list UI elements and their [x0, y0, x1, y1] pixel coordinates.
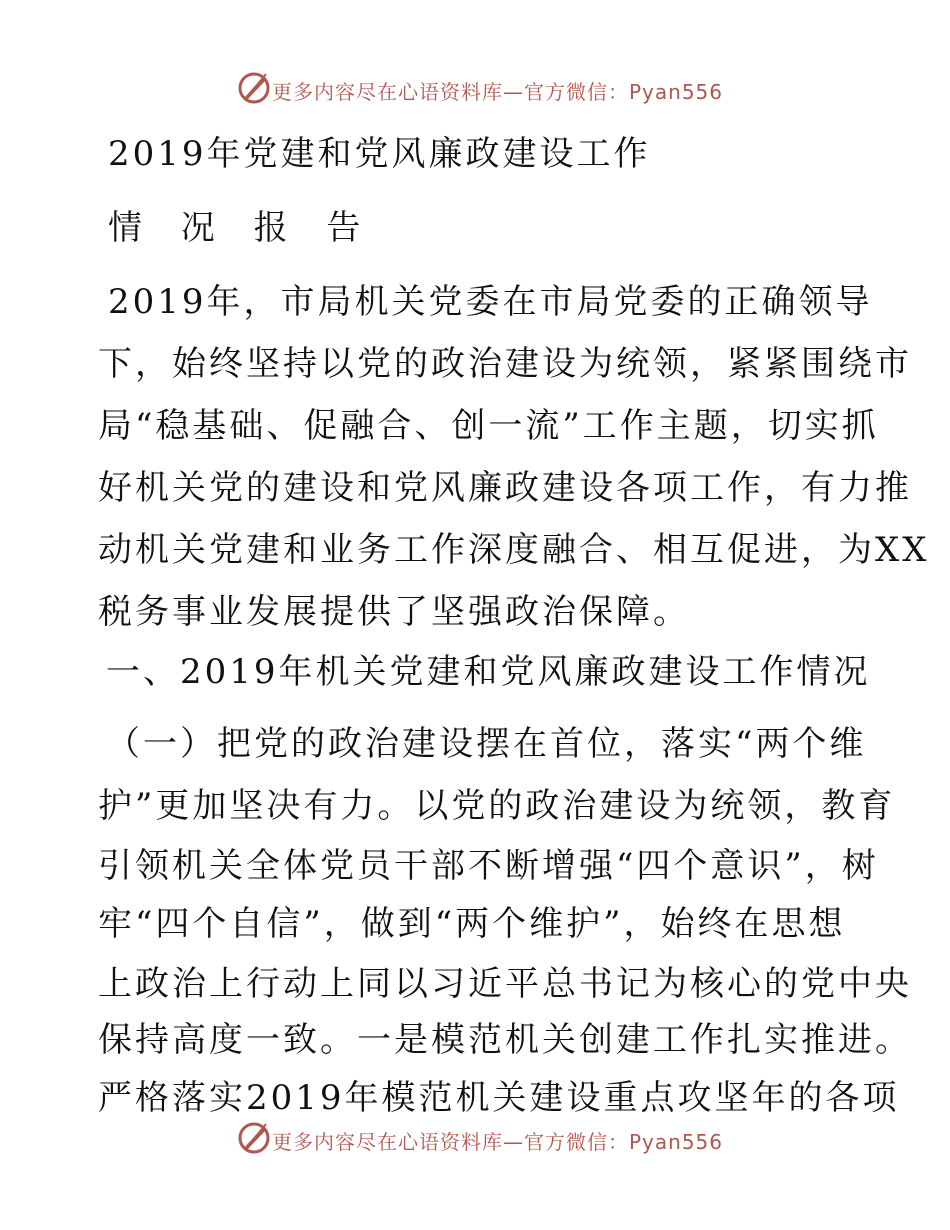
watermark-footer — [0, 1118, 950, 1164]
paragraph-line: 严格落实2019年模范机关建设重点攻坚年的各项 — [98, 1078, 900, 1118]
paragraph-line: （一）把党的政治建设摆在首位，落实“两个维 — [106, 724, 867, 764]
paragraph-line: 保持高度一致。一是模范机关创建工作扎实推进。 — [98, 1020, 912, 1060]
watermark-header — [0, 68, 950, 114]
paragraph-line: 局“稳基础、促融合、创一流”工作主题，切实抓 — [98, 406, 879, 446]
section-heading: 一、2019年机关党建和党风廉政建设工作情况 — [106, 652, 871, 692]
paragraph-line: 上政治上行动上同以习近平总书记为核心的党中央 — [98, 964, 912, 1004]
paragraph-line: 2019年，市局机关党委在市局党委的正确领导 — [108, 282, 873, 322]
paragraph-line: 好机关党的建设和党风廉政建设各项工作，有力推 — [98, 468, 912, 508]
document-subtitle: 情 况 报 告 — [108, 208, 375, 248]
paragraph-line: 下，始终坚持以党的政治建设为统领，紧紧围绕市 — [98, 344, 912, 384]
watermark-brand: Pyan556 — [629, 80, 724, 104]
document-title: 2019年党建和党风廉政建设工作 — [108, 134, 651, 174]
watermark-brand: Pyan556 — [629, 1130, 724, 1154]
quill-logo-icon — [236, 1120, 272, 1156]
paragraph-line: 引领机关全体党员干部不断增强“四个意识”，树 — [98, 846, 879, 886]
quill-logo-icon — [236, 70, 272, 106]
watermark-text: 更多内容尽在心语资料库—官方微信：Pyan556 — [272, 80, 724, 104]
paragraph-line: 动机关党建和业务工作深度融合、相互促进，为XX — [98, 530, 930, 570]
watermark-text: 更多内容尽在心语资料库—官方微信：Pyan556 — [272, 1130, 724, 1154]
paragraph-line: 税务事业发展提供了坚强政治保障。 — [98, 592, 690, 632]
paragraph-line: 护”更加坚决有力。以党的政治建设为统领，教育 — [98, 786, 896, 826]
paragraph-line: 牢“四个自信”，做到“两个维护”，始终在思想 — [98, 904, 846, 944]
